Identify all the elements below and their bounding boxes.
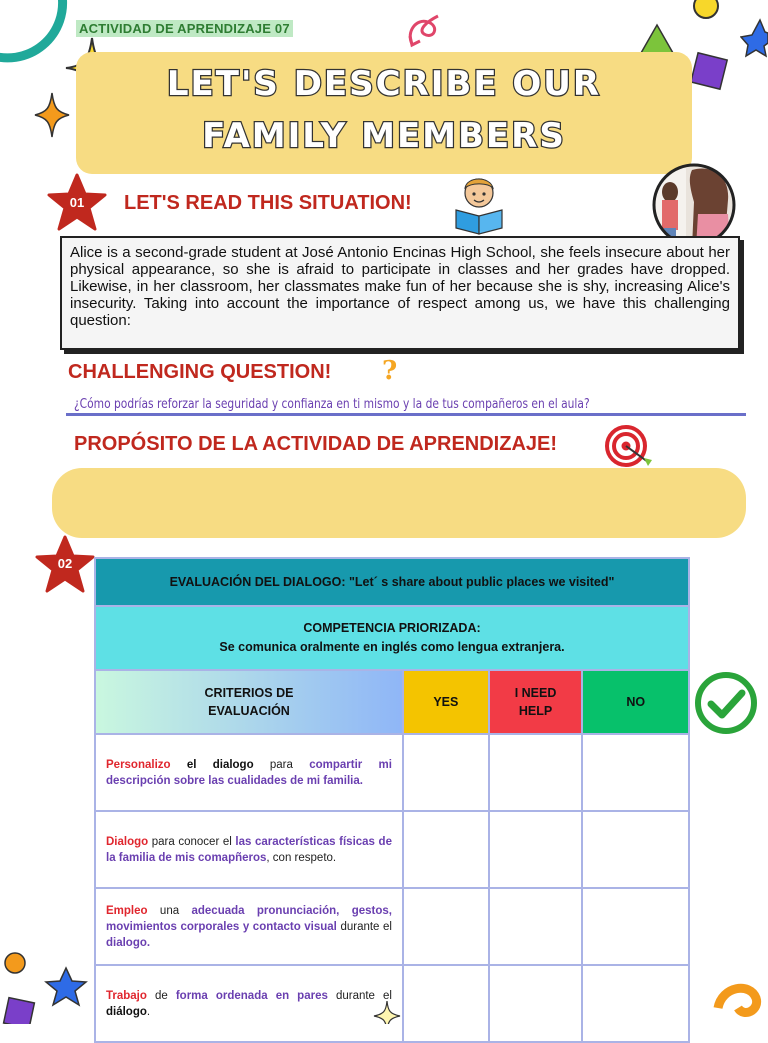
green-triangle-decoration <box>638 22 676 56</box>
need-help-cell[interactable] <box>489 965 583 1042</box>
purpose-input-box[interactable] <box>52 468 746 538</box>
criteria-column-header <box>95 670 403 734</box>
criteria-header-line-1: CRITERIOS DE <box>204 686 294 700</box>
section-01-number: 01 <box>69 195 85 210</box>
need-help-cell[interactable] <box>489 734 583 811</box>
yes-column-header: YES <box>403 670 489 734</box>
yellow-circle-decoration <box>692 0 722 22</box>
table-row <box>95 734 689 811</box>
blue-star-decoration <box>740 18 768 58</box>
title-line-2: FAMILY MEMBERS <box>202 116 566 156</box>
yes-cell[interactable] <box>403 734 489 811</box>
target-icon <box>604 424 654 468</box>
section-02-number: 02 <box>57 556 73 571</box>
need-help-cell[interactable] <box>489 811 583 888</box>
reading-boy-icon <box>452 174 510 236</box>
orange-swirl-decoration <box>712 968 768 1024</box>
no-cell[interactable] <box>582 734 689 811</box>
competencia-title: COMPETENCIA PRIORIZADA: <box>303 621 481 635</box>
section-01-title: LET'S READ THIS SITUATION! <box>124 192 412 214</box>
yes-cell[interactable] <box>403 888 489 965</box>
need-help-line-2: HELP <box>518 704 553 718</box>
need-help-line-1: I NEED <box>514 686 557 700</box>
no-cell[interactable] <box>582 888 689 965</box>
evaluation-table <box>94 557 690 1043</box>
situation-text-box: Alice is a second-grade student at José Antonio Encinas High School, she feels insecure about her physical appearance, so she is afraid to participate in classes and her grades have dropped. Likewise, in her classroom, her classmates make fun of her because she is shy, increasing Alice's insecurity. Taking into account the importance of respect among us, we have this challenging question: <box>60 236 740 350</box>
criterion-3: Empleo una adecuada pronunciación, gestos, movimientos corporales y contacto visual durante el dialogo. <box>95 888 403 965</box>
blue-star-bottom-decoration <box>44 966 88 1008</box>
need-help-column-header <box>489 670 583 734</box>
check-circle-icon <box>692 670 760 736</box>
criterion-1: Personalizo el dialogo para compartir mi descripción sobre las cualidades de mi familia. <box>95 734 403 811</box>
sparkle-star-bottom-icon <box>372 1000 402 1024</box>
swirl-arrow-icon <box>404 10 448 50</box>
purple-square-decoration <box>686 48 732 94</box>
question-underline <box>66 413 746 416</box>
no-cell[interactable] <box>582 965 689 1042</box>
challenge-title: CHALLENGING QUESTION! <box>68 361 332 383</box>
table-row <box>95 888 689 965</box>
no-column-header: NO <box>582 670 689 734</box>
activity-label: ACTIVIDAD DE APRENDIZAJE 07 <box>76 20 293 37</box>
page-title <box>76 58 692 162</box>
table-header: EVALUACIÓN DEL DIALOGO: "Let´ s share about public places we visited" <box>95 558 689 606</box>
competencia-text: Se comunica oralmente en inglés como lengua extranjera. <box>219 640 565 654</box>
title-line-1: LET'S DESCRIBE OUR <box>166 64 602 104</box>
table-row <box>95 811 689 888</box>
criterion-2: Dialogo para conocer el las características físicas de la familia de mis comapñeros, con respeto. <box>95 811 403 888</box>
question-mark-icon: ? <box>382 356 398 386</box>
no-cell[interactable] <box>582 811 689 888</box>
purple-square-bottom-decoration <box>0 996 40 1024</box>
orange-circle-decoration <box>2 950 28 976</box>
criterion-4: Trabajo de forma ordenada en pares durante el diálogo. <box>95 965 403 1042</box>
yes-cell[interactable] <box>403 965 489 1042</box>
purpose-title: PROPÓSITO DE LA ACTIVIDAD DE APRENDIZAJE! <box>74 433 558 455</box>
competencia-header <box>95 606 689 670</box>
sparkle-star-orange-icon <box>34 92 70 138</box>
criteria-header-line-2: EVALUACIÓN <box>208 704 290 718</box>
need-help-cell[interactable] <box>489 888 583 965</box>
yes-cell[interactable] <box>403 811 489 888</box>
challenge-question: ¿Cómo podrías reforzar la seguridad y confianza en ti mismo y la de tus compañeros en el aula? <box>74 396 590 412</box>
